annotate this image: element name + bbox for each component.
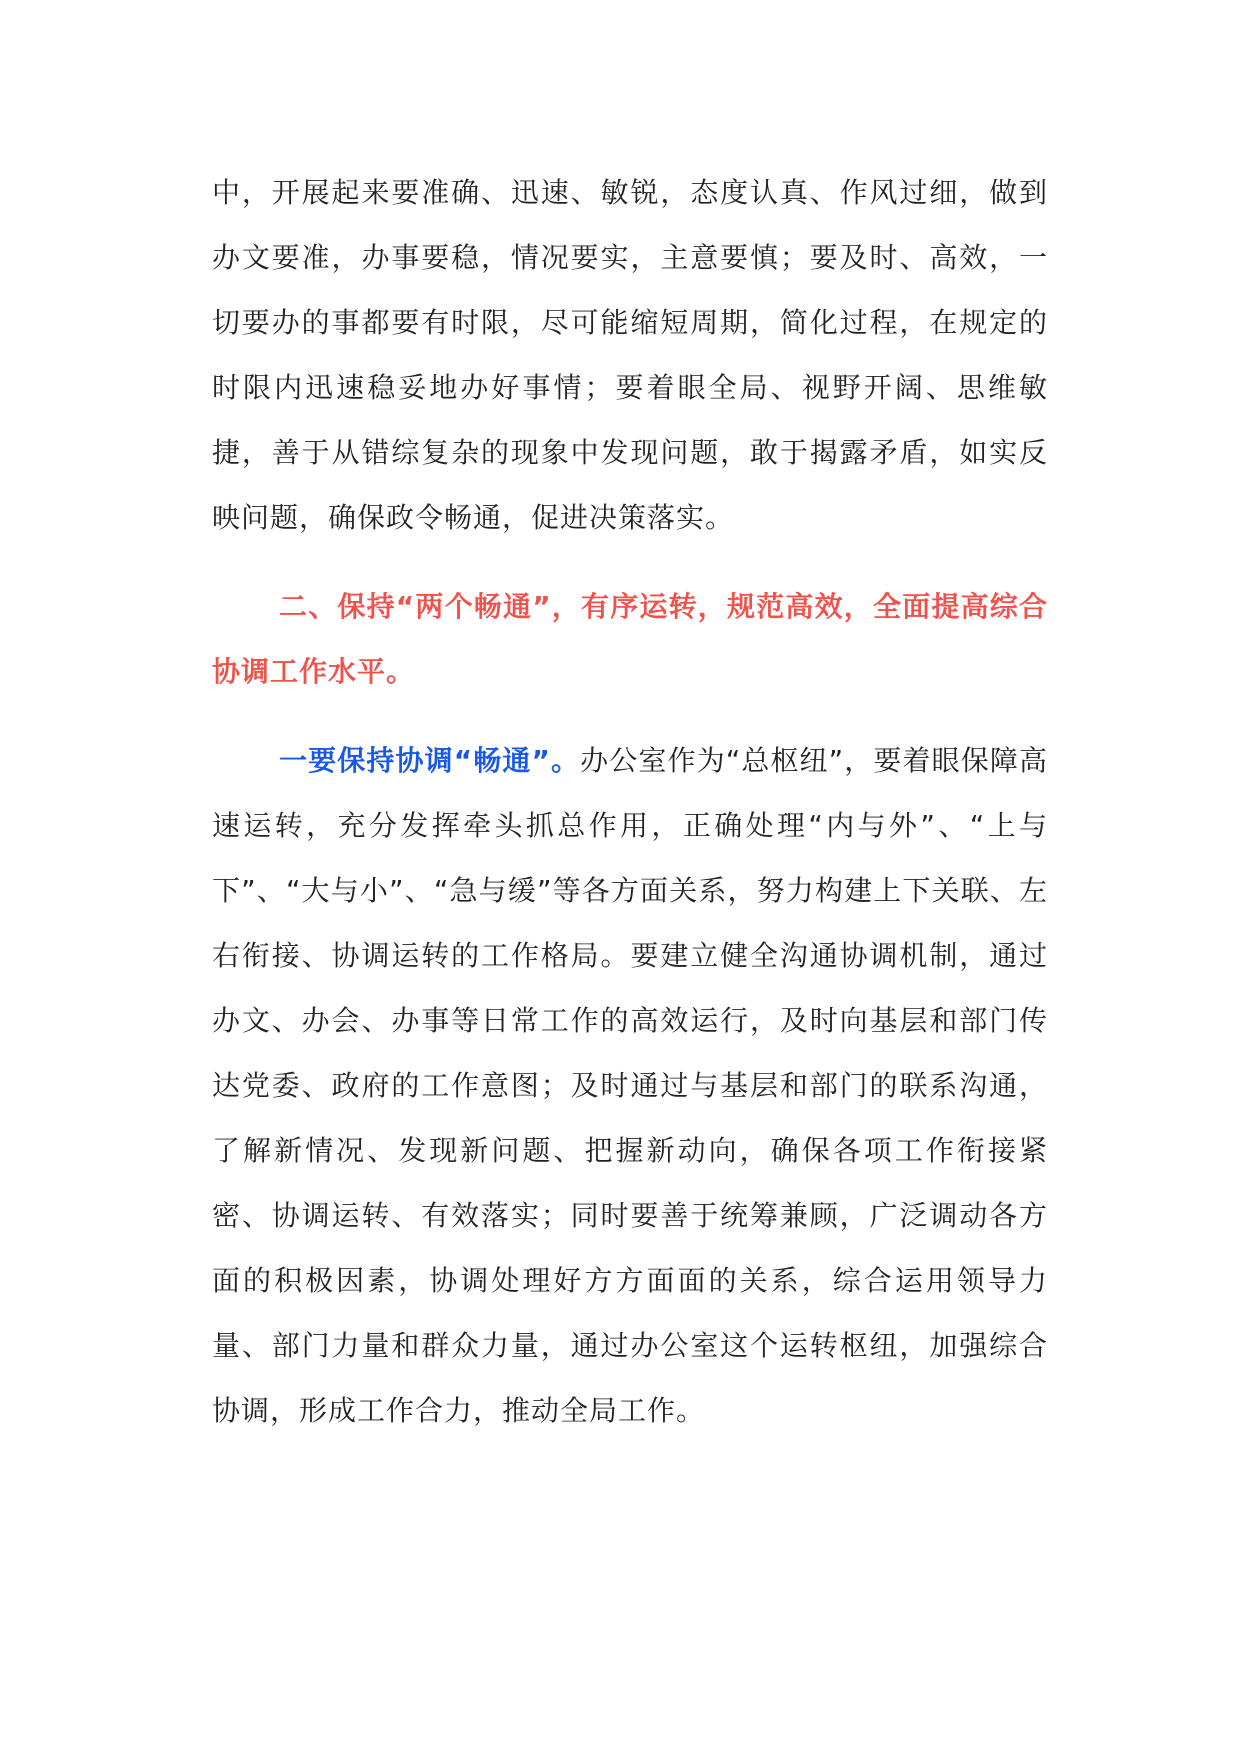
paragraph-continuation: 中，开展起来要准确、迅速、敏锐，态度认真、作风过细，做到办文要准，办事要稳，情况要实，主意要慎；要及时、高效，一切要办的事都要有时限，尽可能缩短周期，简化过程，在规定的时限内迅速稳妥地办好事情；要着眼全局、视野开阔、思维敏捷，善于从错综复杂的现象中发现问题，敢于揭露矛盾，如实反映问题，确保政令畅通，促进决策落实。 [212, 176, 1048, 534]
document-body [212, 160, 1048, 1443]
paragraph-body-text: 办公室作为“总枢纽”，要着眼保障高速运转，充分发挥牵头抓总作用，正确处理“内与外”、“上与下”、“大与小”、“急与缓”等各方面关系，努力构建上下关联、左右衔接、协调运转的工作格局。要建立健全沟通协调机制，通过办文、办会、办事等日常工作的高效运行，及时向基层和部门传达党委、政府的工作意图；及时通过与基层和部门的联系沟通，了解新情况、发现新问题、把握新动向，确保各项工作衔接紧密、协调运转、有效落实；同时要善于统筹兼顾，广泛调动各方面的积极因素，协调处理好方方面面的关系，综合运用领导力量、部门力量和群众力量，通过办公室这个运转枢纽，加强综合协调，形成工作合力，推动全局工作。 [212, 744, 1049, 1427]
paragraph-lead-heading: 一要保持协调“畅通”。 [279, 744, 581, 777]
section-heading: 二、保持“两个畅通”，有序运转，规范高效，全面提高综合协调工作水平。 [212, 590, 1048, 688]
paragraph-coordination [212, 728, 1048, 1443]
